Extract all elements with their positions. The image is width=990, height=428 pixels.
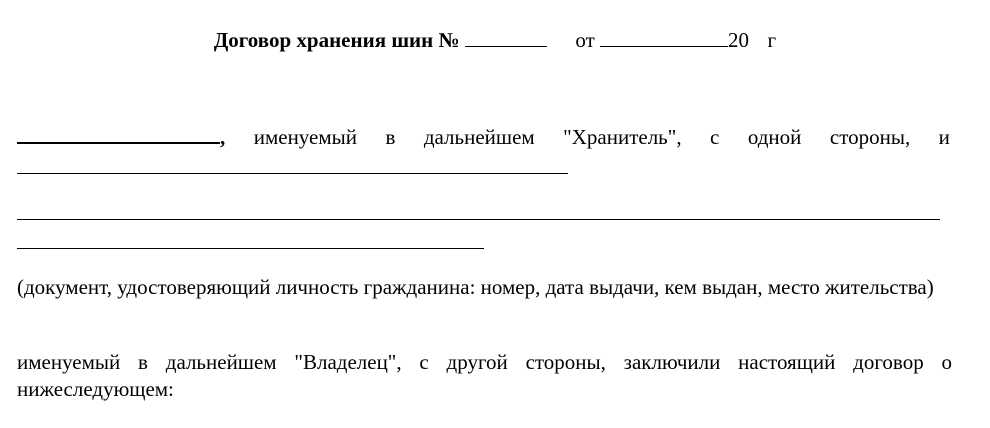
party1-word: с <box>710 125 720 149</box>
party1-line <box>17 122 950 151</box>
party1-word: стороны, <box>829 125 911 149</box>
document-title <box>0 26 990 53</box>
title-year: 20 <box>728 28 750 52</box>
party1-word: именуемый <box>253 125 357 149</box>
owner-name-blank-2 <box>17 219 940 220</box>
party1-word: одной <box>747 125 802 149</box>
id-document-note: (документ, удостоверяющий личность гражданина: номер, дата выдачи, кем выдан, место жительства) <box>17 275 934 299</box>
party1-word: "Хранитель", <box>563 125 682 149</box>
contract-number-blank <box>465 26 547 47</box>
owner-name-blank-3 <box>17 248 484 249</box>
title-year-suffix: г <box>767 28 777 52</box>
party1-word: дальнейшем <box>423 125 535 149</box>
party1-word: в <box>385 125 396 149</box>
keeper-name-blank <box>17 122 220 144</box>
party1-word: и <box>938 125 950 149</box>
keeper-comma: , <box>220 125 226 149</box>
contract-date-blank <box>600 26 728 47</box>
owner-name-blank-1 <box>17 173 568 174</box>
party2-paragraph: именуемый в дальнейшем "Владелец", с другой стороны, заключили настоящий договор о нижеследующем: <box>17 350 952 401</box>
title-from-label: от <box>575 28 595 52</box>
title-text: Договор хранения шин № <box>213 28 460 52</box>
keeper-name-field <box>17 122 225 151</box>
